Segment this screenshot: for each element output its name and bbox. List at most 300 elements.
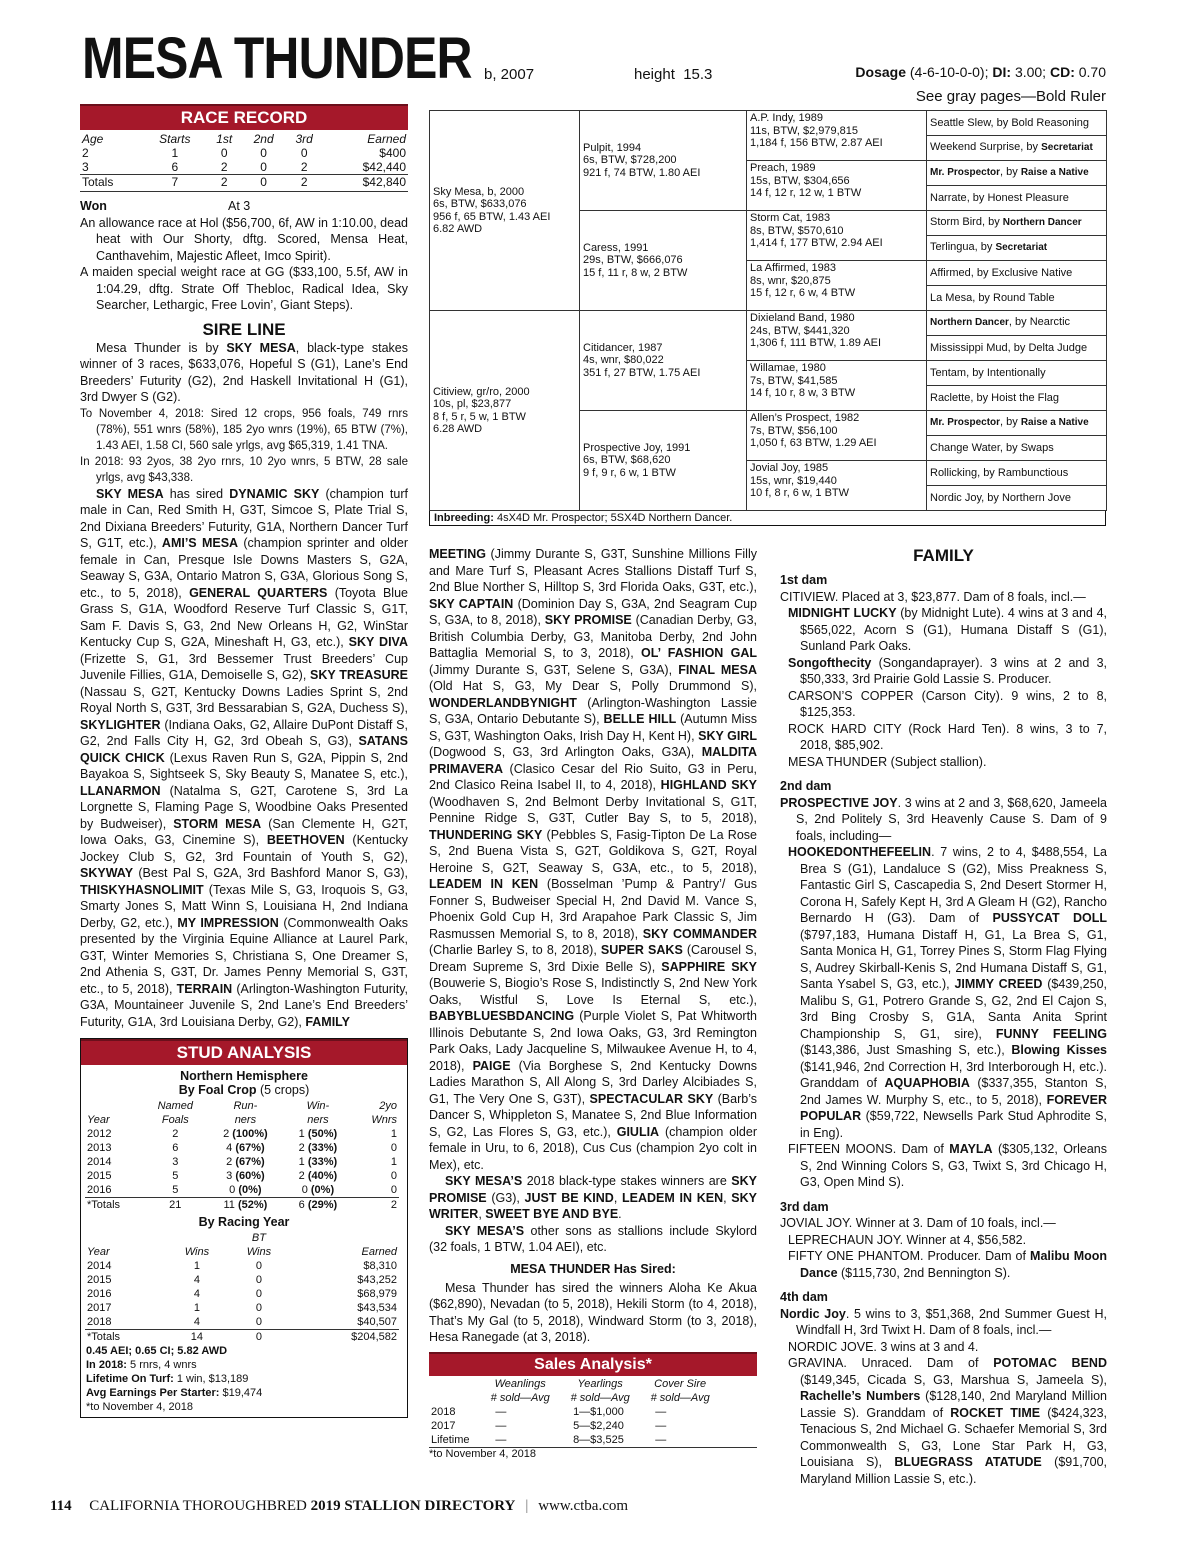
stud-summary — [81, 1344, 407, 1414]
text-run: (Old Hat S, G3, My Dear S, Polly Drummond S), — [429, 679, 757, 693]
table-cell: Lifetime — [431, 1433, 470, 1446]
ancestor-by: , by — [1007, 341, 1029, 354]
table-cell — [284, 1198, 352, 1213]
pedigree-great-grandparent: Preach, 1989 15s, BTW, $304,656 14 f, 12 r, 12 w, 1 BTW — [747, 161, 927, 211]
foal-crop-heading — [81, 1083, 407, 1097]
wins-list — [80, 215, 408, 314]
racing-year-heading: By Racing Year — [198, 1215, 290, 1229]
avg-line — [86, 1386, 402, 1400]
table-cell: 4 — [193, 1288, 200, 1300]
table-row — [85, 1259, 399, 1273]
horse-name: SWEET BYE AND BYE — [485, 1207, 619, 1221]
dam-label: 2nd dam — [780, 779, 832, 793]
pedigree-ancestor — [927, 486, 1107, 511]
hemisphere-label: Northern Hemisphere — [180, 1069, 308, 1083]
ancestor-sire: Northern Dancer — [1002, 217, 1082, 229]
table-cell: — — [495, 1405, 507, 1418]
ancestor-sire: Hoist the Flag — [991, 391, 1060, 404]
table-cell: 0 — [255, 1316, 262, 1328]
cell-count: 4 — [226, 1142, 236, 1154]
pedigree-ancestor — [927, 286, 1107, 311]
sire-line-header: SIRE LINE — [202, 319, 286, 339]
horse-name: TERRAIN — [176, 981, 233, 996]
pedigree-ancestor — [927, 336, 1107, 361]
inbreeding-label: Inbreeding: — [434, 512, 494, 524]
produce-entry — [780, 1232, 1107, 1249]
table-cell — [284, 1127, 352, 1141]
text-run: , — [613, 1190, 623, 1205]
cell-count: 2 — [298, 1170, 308, 1182]
text-run: (Commonwealth Oaks presented by the Virginia Equine Alliance at Laurel Park, G3T, Winter Memories S, Christiana S, One Dreamer S, 2nd Athenia S, G3T, Dr. James Penny Memorial S, G3T, etc., to 5, 2018), — [80, 915, 408, 996]
table-row — [80, 160, 408, 175]
horse-name: BEETHOVEN — [266, 833, 345, 847]
ancestor-sire: Honest Pleasure — [987, 191, 1069, 204]
dosage-value: (4-6-10-0-0); — [909, 64, 989, 80]
table-cell — [284, 1155, 352, 1169]
column-header: Named — [157, 1100, 194, 1112]
text-run: (Dominion Day S, G3A, 2nd Seagram Cup S, G3A, to 8, 2018), — [429, 596, 757, 627]
turf-line — [86, 1372, 402, 1386]
dam-label: 4th dam — [780, 1290, 828, 1304]
table-cell — [284, 1141, 352, 1155]
avg-label: Avg Earnings Per Starter: — [86, 1387, 220, 1399]
table-cell: 2 — [300, 175, 308, 189]
spacer — [780, 770, 1107, 776]
horse-name: AMI’S MESA — [161, 536, 239, 550]
column-header: Earned — [361, 1246, 397, 1258]
ancestor-by: , by — [966, 191, 988, 204]
text-run: (Charlie Barley S, to 8, 2018), — [429, 943, 601, 957]
horse-name: MY IMPRESSION — [177, 915, 279, 930]
horse-name: GIULIA — [616, 1124, 660, 1139]
dosage-label: Dosage — [855, 64, 906, 80]
horse-name: SKYLIGHTER — [80, 717, 161, 732]
table-cell: 7 — [171, 175, 179, 189]
horse-name: SKY PROMISE — [544, 613, 632, 627]
di-value: 3.00; — [1014, 64, 1047, 80]
horse-name: AQUAPHOBIA — [884, 1076, 970, 1090]
pedigree-ancestor — [927, 461, 1107, 486]
ancestor-sire: Rambunctious — [997, 466, 1069, 479]
pedigree-ancestor — [927, 211, 1107, 236]
ancestor-by: , by — [1008, 316, 1030, 329]
horse-name: LEADEM IN KEN — [429, 877, 539, 891]
text-run: GRAVINA. Unraced. Dam of — [788, 1356, 994, 1370]
text-run: ($141,946, 2nd Correction H, 3rd Interborough H, etc.). Granddam of — [800, 1059, 1107, 1090]
ancestor-sire: Bold Reasoning — [1011, 116, 1090, 129]
table-cell: $204,582 — [351, 1331, 397, 1343]
horse-name: POTOMAC BEND — [993, 1356, 1107, 1370]
table-cell: 2014 — [87, 1156, 112, 1168]
produce-entry — [780, 1355, 1107, 1487]
table-cell: 14 — [190, 1331, 204, 1343]
column-header: Cover Sire — [654, 1377, 707, 1390]
table-cell: 0 — [255, 1331, 262, 1343]
table-cell: 5—$2,240 — [573, 1419, 624, 1432]
column-header: Earned — [367, 132, 406, 146]
table-row — [85, 1169, 399, 1183]
text-run: (Woodhaven S, 2nd Belmont Derby Invitational S, G1T, Pennine Ridge S, G3T, Cutler Bay S, to 5, 2018), — [429, 794, 757, 825]
text-run: LEPRECHAUN JOY. Winner at 4, $56,582. — [788, 1232, 1027, 1247]
table-cell: 3 — [172, 1156, 179, 1168]
ancestor-by: , by — [977, 466, 998, 479]
table-cell: 0 — [390, 1170, 397, 1182]
table-cell: 2018 — [87, 1316, 112, 1328]
horse-name: SKY GIRL — [698, 728, 757, 743]
ancestor-sire: Raise a Native — [1020, 417, 1089, 429]
text-run: (champion sprinter and older female in Can, Presque Isle Downs Masters S, G2A, Seaway S, G3A, Ontario Matron S, G3A, Glorious Song S, etc., to 5, 2018), — [80, 536, 408, 600]
pedigree-grandparent: Citidancer, 1987 4s, wnr, $80,022 351 f, 27 BTW, 1.75 AEI — [580, 311, 747, 411]
table-cell: 8—$3,525 — [573, 1433, 624, 1446]
inbreeding-value: 4sX4D Mr. Prospector; 5SX4D Northern Dancer. — [493, 512, 733, 524]
text-run: ($59,722, Newsells Park Stud Aphrodite S, in Eng). — [800, 1109, 1107, 1140]
horse-name: MAYLA — [949, 1142, 993, 1156]
table-cell: 3 — [82, 160, 89, 174]
table-cell: 21 — [169, 1199, 182, 1211]
table-cell: 0 — [300, 146, 308, 160]
pedigree-great-grandparent: Willamae, 1980 7s, BTW, $41,585 14 f, 10 r, 8 w, 3 BTW — [747, 361, 927, 411]
table-cell: *Totals — [87, 1331, 121, 1343]
table-cell: — — [655, 1433, 667, 1446]
table-cell: $42,440 — [362, 160, 406, 174]
text-run: . 3 wins at 2 and 3, $68,620, Jameela S, 2nd Politely S, 3rd Heavenly Cause S. Dam of 9 foals, including— — [796, 795, 1107, 843]
sire-paragraph-2: To November 4, 2018: Sired 12 crops, 956 foals, 749 rnrs (78%), 551 wnrs (58%), 185 2yo wnrs (19%), 65 BTW (7%), 1.43 AEI, 1.58 CI, 560 sale yrlgs, avg $65,319, 1.41 TNA. — [80, 407, 408, 452]
horse-name: SKY DIVA — [348, 635, 408, 649]
height-info: height 15.3 — [634, 66, 713, 83]
ancestor-name: Nordic Joy — [930, 491, 982, 504]
text-run: (Autumn Miss S, G3T, Washington Oaks, Irish Day H, Kent H), — [429, 712, 757, 743]
pedigree-great-grandparent: La Affirmed, 1983 8s, wnr, $20,875 15 f, 12 r, 6 w, 4 BTW — [747, 261, 927, 311]
table-row — [85, 1127, 399, 1141]
cell-count: 1 — [298, 1156, 308, 1168]
cell-count: 6 — [298, 1199, 308, 1211]
ancestor-by: , by — [1020, 141, 1042, 154]
pedigree-ancestor — [927, 236, 1107, 261]
ancestor-name: Affirmed — [930, 266, 971, 279]
column-header: Win- — [306, 1100, 330, 1112]
horse-name: JIMMY CREED — [954, 977, 1043, 991]
cell-count: 11 — [223, 1199, 238, 1211]
stud-analysis-header: STUD ANALYSIS — [81, 1039, 407, 1065]
table-row — [85, 1183, 399, 1198]
text-run: , — [478, 1207, 486, 1221]
won-line — [80, 198, 408, 215]
text-run: (Toyota Blue Grass S, G1A, Woodford Reserve Turf Classic S, G1T, Sam F. Davis S, G3, 2nd New Orleans H, G2, WinStar Kentucky Cup S, G2A, Mineshaft H, G3, etc.), — [80, 585, 408, 649]
pedigree-great-grandparent: Allen’s Prospect, 1982 7s, BTW, $56,100 1,050 f, 63 BTW, 1.29 AEI — [747, 411, 927, 461]
race-record-table — [80, 132, 408, 189]
ancestor-sire: Secretariat — [1041, 142, 1093, 154]
text-run: (Best Pal S, G2A, 3rd Bashford Manor S, G3), — [133, 866, 408, 880]
ancestor-sire: Raise a Native — [1020, 167, 1089, 179]
column-header: Run- — [233, 1100, 258, 1112]
column-header: # sold—Avg — [650, 1391, 710, 1404]
table-row — [85, 1287, 399, 1301]
horse-name: LLANARMON — [80, 783, 161, 798]
column-header: 2yo — [379, 1100, 397, 1112]
table-cell: 2015 — [87, 1274, 112, 1286]
text-run: (Bouwerie S, Biogio’s Rose S, Indistinctly S, 2nd New York Oaks, Wistful S, Love Is Eternal S, etc.), — [429, 976, 757, 1007]
table-row — [85, 1301, 399, 1315]
text-run: . 7 wins, 2 to 4, $488,554, La Brea S (G1), Landaluce S (G2), Miss Preakness S, Fantastic Girl S, Cascapedia S, 2nd Desert Stormer H, Corona H, Safely Kept H, 3rd A Gleam H (G2), Rancho Bernardo H (G3). Dam of — [800, 845, 1107, 925]
horse-name: SKY COMMANDER — [642, 926, 757, 941]
sire-paragraph-4 — [80, 486, 408, 1031]
footer-separator: | — [525, 1498, 529, 1514]
horse-name: PUSSYCAT DOLL — [992, 911, 1107, 925]
horse-name: Songofthecity — [788, 655, 872, 670]
foaled-info: b, 2007 — [484, 66, 535, 83]
table-row — [85, 1273, 399, 1287]
text-run: (Songandaprayer). 3 wins at 2 and 3, $50,333, 3rd Prairie Gold Lassie S. Producer. — [800, 655, 1107, 686]
horse-name: THISKYHASNOLIMIT — [80, 882, 204, 897]
horse-name: BABYBLUESBDANCING — [429, 1009, 575, 1023]
dam-entry — [780, 1306, 1107, 1339]
table-cell: 0 — [260, 175, 267, 189]
table-row — [429, 1433, 719, 1447]
text-run: FIFTEEN MOONS. Dam of — [788, 1142, 950, 1156]
horse-name: OL’ FASHION GAL — [641, 646, 758, 660]
table-cell: $42,840 — [362, 175, 406, 189]
column-header: 3rd — [295, 132, 313, 146]
column-header — [290, 1231, 399, 1245]
table-cell: 2018 — [431, 1405, 456, 1418]
text-run: (Nassau S, G2T, Kentucky Downs Ladies Sprint S, 2nd Royal North S, G3T, 3rd Bessarabian S, G2A, Duchess S), — [80, 684, 408, 715]
produce-entry — [780, 754, 1107, 771]
text-run: (Carousel S, Dream Supreme S, 3rd Dixie Belle S), — [429, 943, 757, 974]
column-header: Starts — [159, 132, 191, 146]
sired-heading: MESA THUNDER Has Sired: — [510, 1261, 676, 1276]
horse-name: Malibu Moon Dance — [800, 1249, 1108, 1280]
text-run: (Frizette S, G1, 3rd Bessemer Trust Breeders’ Cup Juvenile Fillies, G1A, Demoiselle S, G2), — [80, 651, 408, 682]
dosage-line — [855, 64, 1106, 80]
table-cell: 1 — [193, 1302, 200, 1314]
table-cell: 0 — [390, 1142, 397, 1154]
ancestor-sire: Delta Judge — [1028, 341, 1088, 354]
column-header: BT — [251, 1232, 266, 1244]
table-cell: $400 — [379, 146, 406, 160]
table-cell: $43,534 — [357, 1302, 397, 1314]
column-header: Year — [87, 1114, 110, 1126]
cell-percent: (33%) — [307, 1142, 338, 1154]
table-cell: 1 — [171, 146, 179, 160]
text-run: other sons as stallions include Skylord (32 foals, 1 BTW, 1.04 AEI), etc. — [429, 1223, 758, 1254]
text-run: ($305,132, Orleans S, 2nd Winning Colors S, G3, Twixt S, 3rd Chicago H, G3, Open Mind S). — [800, 1142, 1107, 1189]
inbreeding-line — [429, 511, 1106, 526]
ancestor-name: Tentam — [930, 366, 967, 379]
cell-count: 1 — [298, 1128, 308, 1140]
horse-name: SKYWAY — [80, 866, 134, 880]
table-cell — [207, 1183, 284, 1198]
sire-paragraph-4-cont — [429, 546, 757, 1173]
ancestor-name: Storm Bird — [930, 216, 982, 229]
produce-entry — [780, 721, 1107, 754]
ancestor-by: , by — [974, 241, 996, 254]
sales-analysis-header: Sales Analysis* — [429, 1352, 757, 1376]
horse-name: BELLE HILL — [603, 712, 677, 726]
horse-name: LEADEM IN KEN — [622, 1190, 724, 1205]
horse-name: THUNDERING SKY — [429, 827, 543, 842]
text-run: (champion turf male in Can, Red Smith H, G3T, Simcoe S, Plate Trial S, 2nd Dixiana Breeders’ Futurity, G1A, Northern Dancer Turf S, G1T, etc.), — [80, 486, 408, 550]
text-run: FIFTY ONE PHANTOM. Producer. Dam of — [788, 1249, 1031, 1263]
sales-analysis-box — [429, 1352, 757, 1460]
table-row — [85, 1315, 399, 1330]
column-header: Weanlings — [494, 1377, 546, 1390]
cell-percent: (29%) — [307, 1199, 338, 1211]
column-header: Wins — [246, 1246, 272, 1258]
sire-line-continued — [429, 546, 757, 1256]
horse-name: MIDNIGHT LUCKY — [788, 606, 897, 620]
pedigree-ancestor — [927, 186, 1107, 211]
ancestor-name: Narrate — [930, 191, 967, 204]
text-run: ($115,730, 2nd Bennington S). — [837, 1265, 1011, 1280]
produce-entry — [780, 1248, 1107, 1281]
table-row — [85, 1198, 399, 1213]
horse-name: FAMILY — [305, 1014, 351, 1029]
table-cell: 2 — [220, 175, 228, 189]
text-run: (champion older female in Uru, to 6, 2018), Cus Cus (champion 2yo colt in Mex), etc. — [429, 1124, 757, 1172]
produce-entry — [780, 1339, 1107, 1356]
table-cell: 0 — [255, 1288, 262, 1300]
horse-name: SPECTACULAR SKY — [589, 1091, 714, 1106]
text-run: ROCK HARD CITY (Rock Hard Ten). 8 wins, 3 to 7, 2018, $85,902. — [788, 721, 1107, 752]
in-2018-value: 5 rnrs, 4 wnrs — [126, 1359, 197, 1371]
cell-percent: (33%) — [307, 1156, 338, 1168]
column-header — [85, 1231, 166, 1245]
text-run: (Bosselman ’Pump & Pantry’/ Gus Fonner S, Budweiser Special H, 2nd David M. Vance S, Phoenix Gold Cup H, 3rd Arapahoe Park Classic S, Jim Rasmussen Memorial S, to 8, 2018), — [429, 877, 757, 941]
sire-p1-b: SKY MESA — [226, 340, 296, 355]
pedigree-ancestor — [927, 311, 1107, 336]
ancestor-by: , by — [981, 491, 1002, 504]
stud-analysis-box — [80, 1038, 408, 1418]
text-run: ($143,386, Just Smashing S, etc.), — [800, 1043, 1012, 1057]
column-header: 2nd — [253, 132, 274, 146]
table-row — [429, 1405, 719, 1419]
pedigree-parent: Sky Mesa, b, 2000 6s, BTW, $633,076 956 f, 65 BTW, 1.43 AEI 6.82 AWD — [430, 111, 580, 311]
column-header: # sold—Avg — [490, 1391, 550, 1404]
ancestor-sire: Swaps — [1020, 441, 1054, 454]
cell-percent: (67%) — [235, 1156, 265, 1168]
cell-percent: (0%) — [238, 1184, 262, 1196]
ancestor-sire: Northern Jove — [1001, 491, 1072, 504]
table-cell: 6 — [171, 160, 179, 174]
text-run: (Arlington-Washington Futurity, G3A, Mountaineer Juvenile S, 2nd Lane’s End Breeders’ Futurity, G1A, 3rd Louisiana Derby, G2), — [80, 981, 408, 1029]
text-run: ($337,355, Stanton S, 2nd James W. Murphy S, etc., to 5, 2018), — [800, 1076, 1107, 1107]
ancestor-name: Mississippi Mud — [930, 341, 1008, 354]
table-cell: 1 — [390, 1128, 397, 1140]
text-run: NORDIC JOVE. 3 wins at 3 and 4. — [788, 1339, 979, 1354]
stud-note: *to November 4, 2018 — [86, 1401, 194, 1413]
dam-label: 1st dam — [780, 573, 828, 587]
spacer — [780, 1487, 1107, 1493]
win-entry: An allowance race at Hol ($56,700, 6f, AW in 1:10.00, dead heat with Our Shorty, dftg. Scored, Mensa Heat, Canthavehim, Majestic Afleet, Imco Spirit). — [80, 215, 408, 263]
table-cell: 2015 — [87, 1170, 112, 1182]
cell-percent: (0%) — [310, 1184, 335, 1196]
turf-value: 1 win, $13,189 — [173, 1373, 249, 1385]
horse-name: SKY MESA — [96, 486, 164, 501]
table-cell: 2 — [172, 1128, 179, 1140]
ancestor-by: , by — [970, 391, 992, 404]
produce-entry — [780, 605, 1107, 655]
pedigree-ancestor — [927, 386, 1107, 411]
won-label: Won — [80, 199, 107, 213]
directory-name: 2019 STALLION DIRECTORY — [310, 1498, 516, 1514]
see-gray-note: See gray pages—Bold Ruler — [915, 88, 1106, 105]
table-cell: 0 — [220, 146, 228, 160]
horse-name: WONDERLANDBYNIGHT — [429, 695, 577, 710]
column-header — [85, 1099, 144, 1113]
horse-name: SKY MESA’S — [445, 1174, 523, 1188]
website-link[interactable]: www.ctba.com — [538, 1498, 629, 1514]
cell-percent: (67%) — [235, 1142, 265, 1154]
table-cell: $43,252 — [357, 1274, 397, 1286]
text-run: (Via Borghese S, 2nd Kentucky Downs Ladies Marathon S, All Along S, 3rd Darley Alcibiades S, G1, The Very One S, G3T), — [429, 1058, 758, 1106]
ancestor-by: , by — [1000, 166, 1021, 179]
pedigree-grandparent: Caress, 1991 29s, BTW, $666,076 15 f, 11 r, 8 w, 2 BTW — [580, 211, 747, 311]
produce-entry — [780, 655, 1107, 688]
avg-value: $19,474 — [219, 1387, 263, 1399]
table-cell — [207, 1127, 284, 1141]
table-row — [85, 1155, 399, 1169]
horse-name: HIGHLAND SKY — [660, 778, 757, 792]
ancestor-name: Change Water — [930, 441, 1000, 454]
column-header: Wins — [184, 1246, 210, 1258]
cell-percent: (50%) — [307, 1128, 338, 1140]
cell-percent: (100%) — [232, 1128, 268, 1140]
sire-p1-a: Mesa Thunder is by — [96, 340, 227, 355]
ancestor-by: , by — [972, 291, 993, 304]
table-cell: 2016 — [87, 1184, 112, 1196]
ancestor-by: , by — [970, 266, 992, 279]
text-run: (Texas Mile S, G3, Iroquois S, G3, Smarty Jones S, Matt Winn S, Louisiana H, 2nd Indiana Derby, G2, etc.), — [80, 882, 408, 930]
horse-name: HOOKEDONTHEFEELIN — [788, 845, 932, 859]
table-cell: 2 — [82, 146, 89, 160]
text-run: (G3), — [486, 1190, 525, 1205]
table-cell: $68,979 — [357, 1288, 397, 1300]
horse-name: MEETING — [429, 547, 486, 561]
ancestor-name: Raclette — [930, 391, 971, 404]
table-cell: 2013 — [87, 1142, 112, 1154]
pedigree-ancestor — [927, 411, 1107, 436]
family-header: FAMILY — [913, 546, 974, 565]
text-run: . — [618, 1207, 622, 1221]
publication-name: CALIFORNIA THOROUGHBRED — [89, 1498, 311, 1514]
aei-line: 0.45 AEI; 0.65 CI; 5.82 AWD — [86, 1345, 228, 1357]
ancestor-sire: Secretariat — [995, 242, 1048, 254]
text-run: (Kentucky Jockey Club S, G2, 3rd Fountain of Youth S, G2), — [80, 833, 408, 864]
table-row — [80, 175, 408, 190]
table-cell: 4 — [193, 1274, 200, 1286]
dam-label: 3rd dam — [780, 1199, 829, 1214]
cell-percent: (60%) — [235, 1170, 265, 1182]
horse-name: PAIGE — [472, 1058, 511, 1073]
table-cell — [207, 1155, 284, 1169]
horse-name: Blowing Kisses — [1011, 1043, 1107, 1057]
horse-name: SKY TREASURE — [310, 668, 408, 682]
table-cell — [284, 1183, 352, 1198]
sired-text: Mesa Thunder has sired the winners Aloha Ke Akua ($62,890), Nevadan (to 5, 2018), Hekili Storm (to 4, 2018), That’s My Gal (to 5, 2018), Windward Storm (to 3, 2018), Hesa Ranegade (at 3, 2018). — [429, 1280, 757, 1344]
pedigree-row — [430, 111, 1107, 136]
column-header: Yearlings — [577, 1377, 623, 1390]
table-cell: 0 — [260, 146, 267, 160]
table-cell: Totals — [82, 175, 114, 189]
table-cell: $40,507 — [357, 1316, 397, 1328]
table-cell: 5 — [172, 1184, 179, 1196]
ancestor-name: Rollicking — [930, 466, 978, 479]
horse-name: GENERAL QUARTERS — [189, 585, 328, 600]
horse-name: Nordic Joy — [780, 1306, 846, 1321]
sales-table — [429, 1377, 719, 1447]
dam-entry: JOVIAL JOY. Winner at 3. Dam of 10 foals, incl.— — [780, 1216, 1056, 1230]
dam-entry: CITIVIEW. Placed at 3, $23,877. Dam of 8 foals, incl.— — [780, 589, 1086, 604]
